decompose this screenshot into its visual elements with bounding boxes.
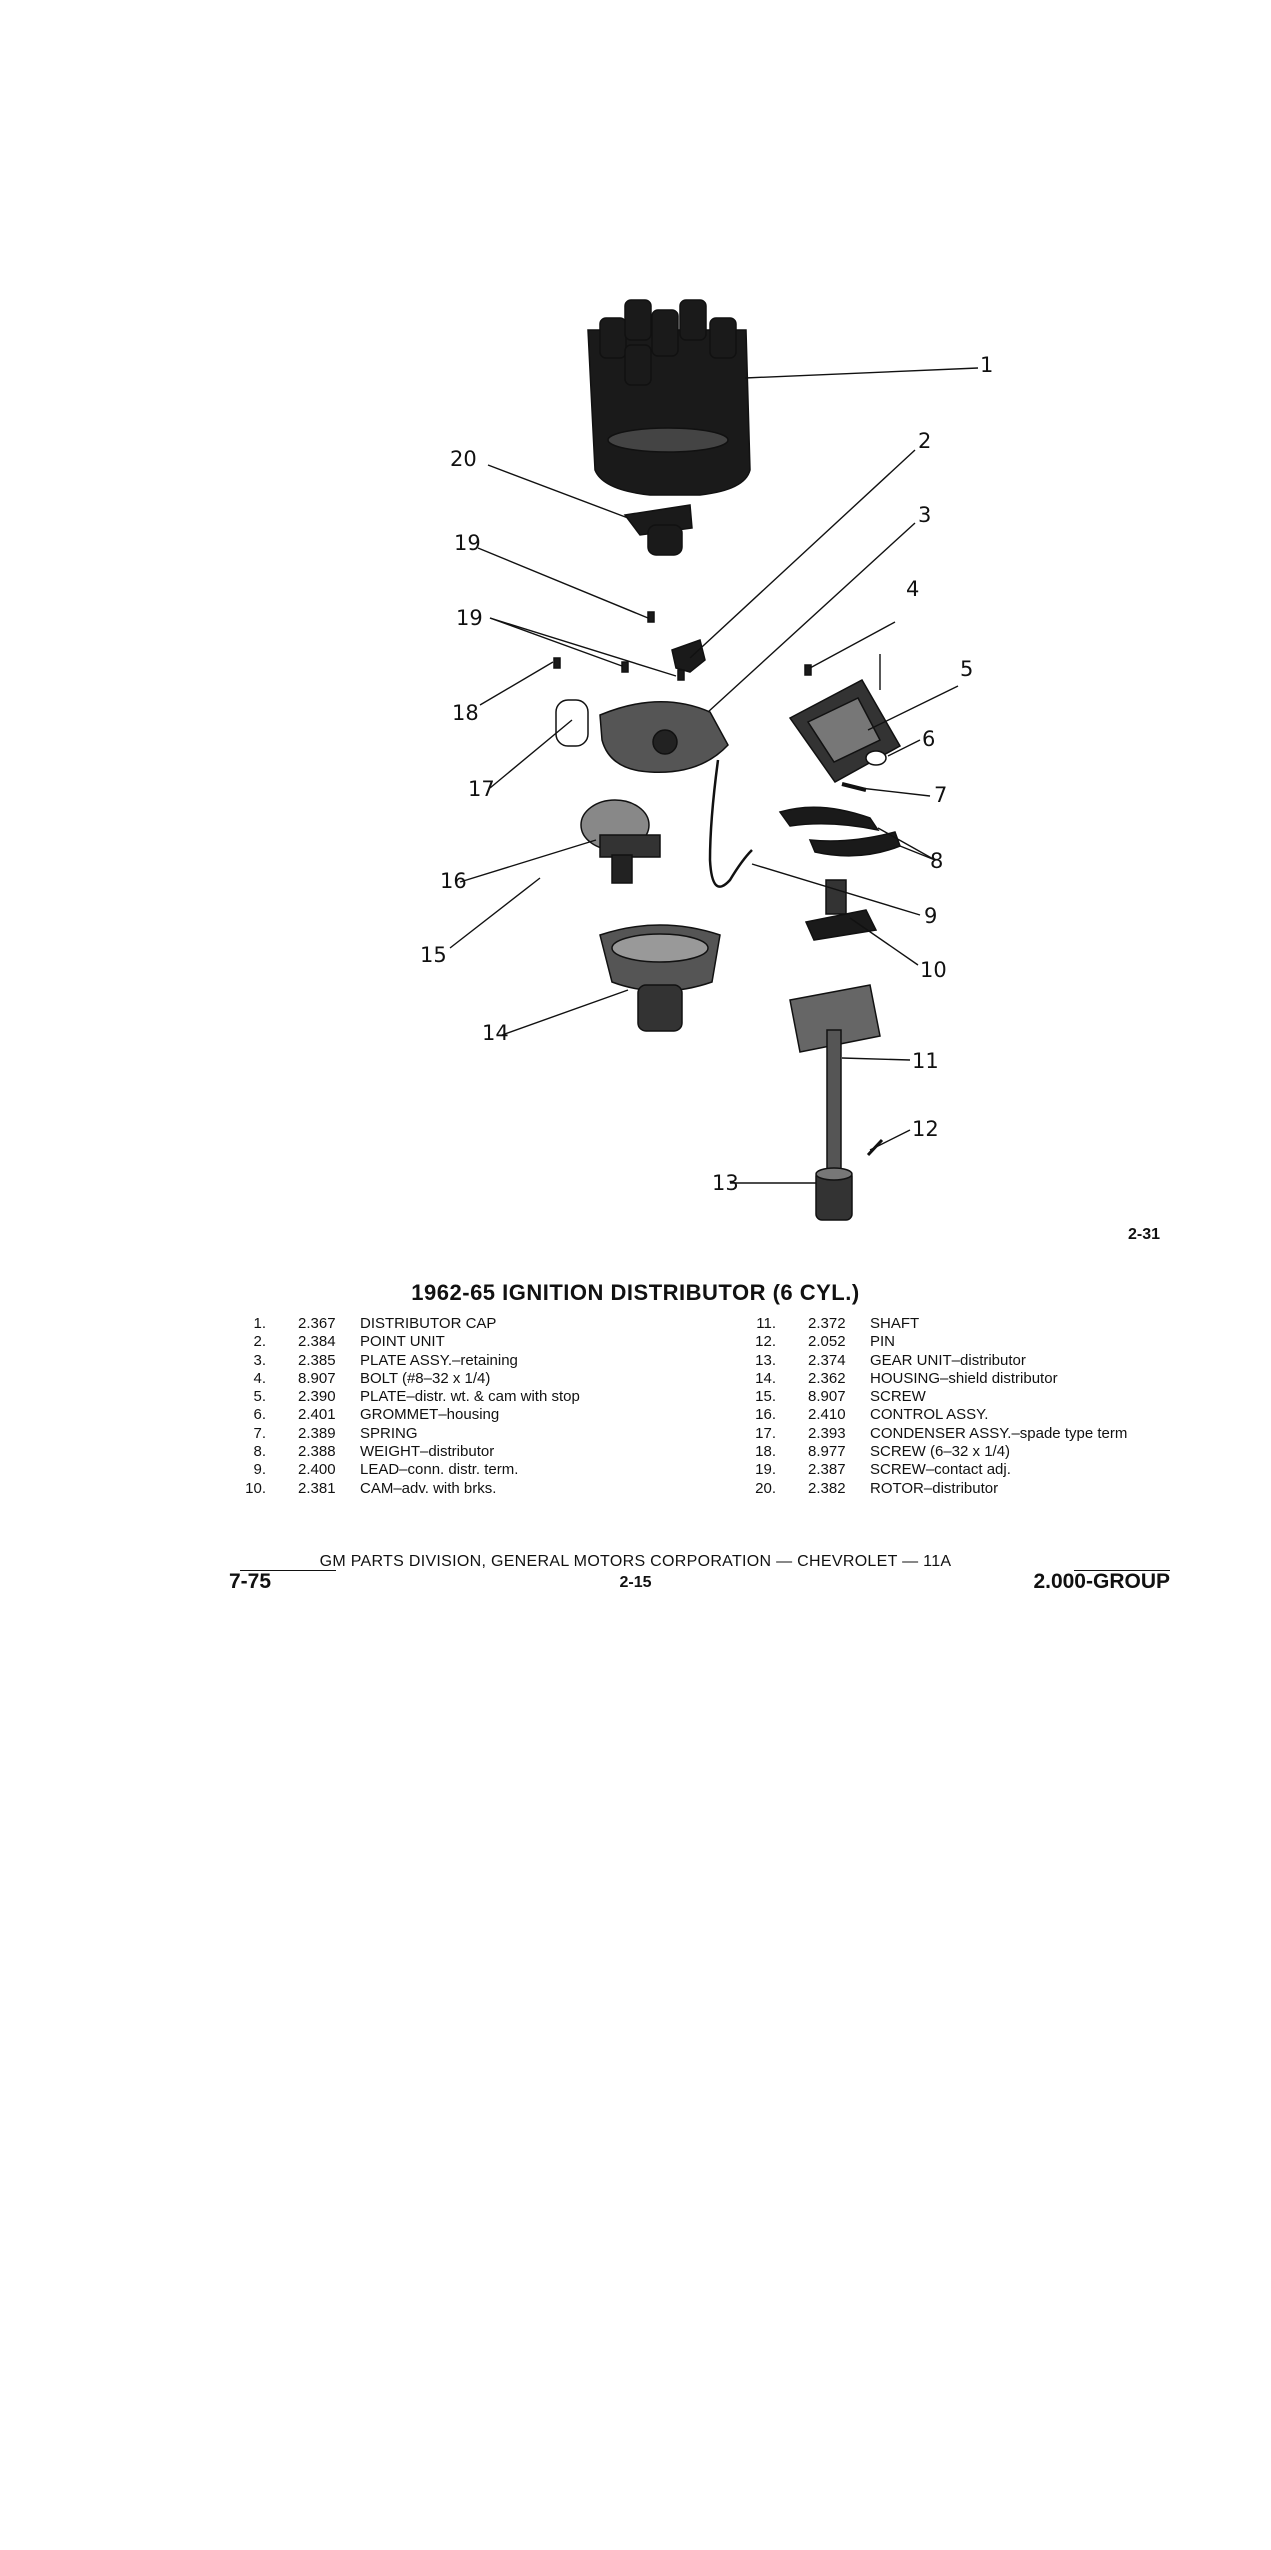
shaft [790, 985, 880, 1180]
callout-8: 8 [930, 849, 944, 873]
part-row: 9. 2.400 LEAD–conn. distr. term. [253, 1461, 519, 1479]
callout-1: 1 [980, 353, 994, 377]
callout-19a: 19 [454, 531, 481, 555]
callout-4: 4 [906, 577, 920, 601]
weights [780, 807, 900, 856]
callout-10: 10 [920, 958, 947, 982]
part-row: 7. 2.389 SPRING [253, 1424, 418, 1442]
callout-14: 14 [482, 1021, 509, 1045]
part-row: 16. 2.410 CONTROL ASSY. [755, 1406, 989, 1424]
housing [600, 925, 720, 1031]
part-row: 8. 2.388 WEIGHT–distributor [253, 1443, 495, 1461]
part-row: 2. 2.384 POINT UNIT [253, 1333, 445, 1351]
grommet [866, 751, 886, 765]
footer-publisher: GM PARTS DIVISION, GENERAL MOTORS CORPORATION — CHEVROLET — 11A [319, 1553, 952, 1570]
part-row: 19. 2.387 SCREW–contact adj. [755, 1461, 1011, 1479]
part-row: 1. 2.367 DISTRIBUTOR CAP [253, 1315, 497, 1332]
weight-plate [790, 680, 900, 782]
callout-15: 15 [420, 943, 447, 967]
callout-12: 12 [912, 1117, 939, 1141]
lead-wire [710, 760, 752, 887]
page-number: 7-75 [229, 1570, 272, 1593]
callout-11: 11 [912, 1049, 939, 1073]
part-row: 4. 8.907 BOLT (#8–32 x 1/4) [253, 1369, 491, 1387]
callout-16: 16 [440, 869, 467, 893]
exploded-diagram [0, 0, 1271, 1250]
callout-6: 6 [922, 727, 936, 751]
callout-18: 18 [452, 701, 479, 725]
part-row: 18. 8.977 SCREW (6–32 x 1/4) [755, 1443, 1011, 1461]
part-row: 13. 2.374 GEAR UNIT–distributor [755, 1351, 1026, 1369]
callout-13: 13 [712, 1171, 739, 1195]
part-row: 17. 2.393 CONDENSER ASSY.–spade type term [755, 1424, 1128, 1442]
gear [816, 1168, 852, 1220]
distributor-cap [588, 300, 750, 495]
part-row: 14. 2.362 HOUSING–shield distributor [755, 1369, 1058, 1387]
callout-17: 17 [468, 777, 495, 801]
footer-section: 2-15 [619, 1574, 652, 1591]
page-title: 1962-65 IGNITION DISTRIBUTOR (6 CYL.) [411, 1280, 860, 1305]
condenser [556, 700, 588, 746]
cam [806, 880, 876, 940]
callout-19b: 19 [456, 606, 483, 630]
part-row: 11. 2.372 SHAFT [756, 1315, 920, 1332]
callout-2: 2 [918, 429, 932, 453]
callout-3: 3 [918, 503, 932, 527]
callout-7: 7 [934, 783, 948, 807]
callout-20: 20 [450, 447, 477, 471]
part-row: 12. 2.052 PIN [755, 1333, 896, 1351]
part-row: 10. 2.381 CAM–adv. with brks. [245, 1479, 497, 1497]
part-row: 3. 2.385 PLATE ASSY.–retaining [253, 1351, 518, 1369]
rotor [625, 505, 692, 555]
retaining-plate [600, 702, 728, 773]
part-row: 5. 2.390 PLATE–distr. wt. & cam with stop [253, 1388, 580, 1406]
part-row: 15. 8.907 SCREW [755, 1388, 926, 1406]
parts-list-left [228, 1315, 580, 1498]
point-unit [672, 640, 705, 672]
callout-5: 5 [960, 657, 974, 681]
figure-number: 2-31 [1128, 1226, 1161, 1243]
spring [842, 784, 866, 790]
part-row: 6. 2.401 GROMMET–housing [253, 1406, 500, 1424]
callout-9: 9 [924, 904, 938, 928]
part-row: 20. 2.382 ROTOR–distributor [755, 1479, 999, 1497]
footer-group: 2.000-GROUP [1033, 1570, 1170, 1593]
parts-list-right [738, 1315, 1127, 1498]
